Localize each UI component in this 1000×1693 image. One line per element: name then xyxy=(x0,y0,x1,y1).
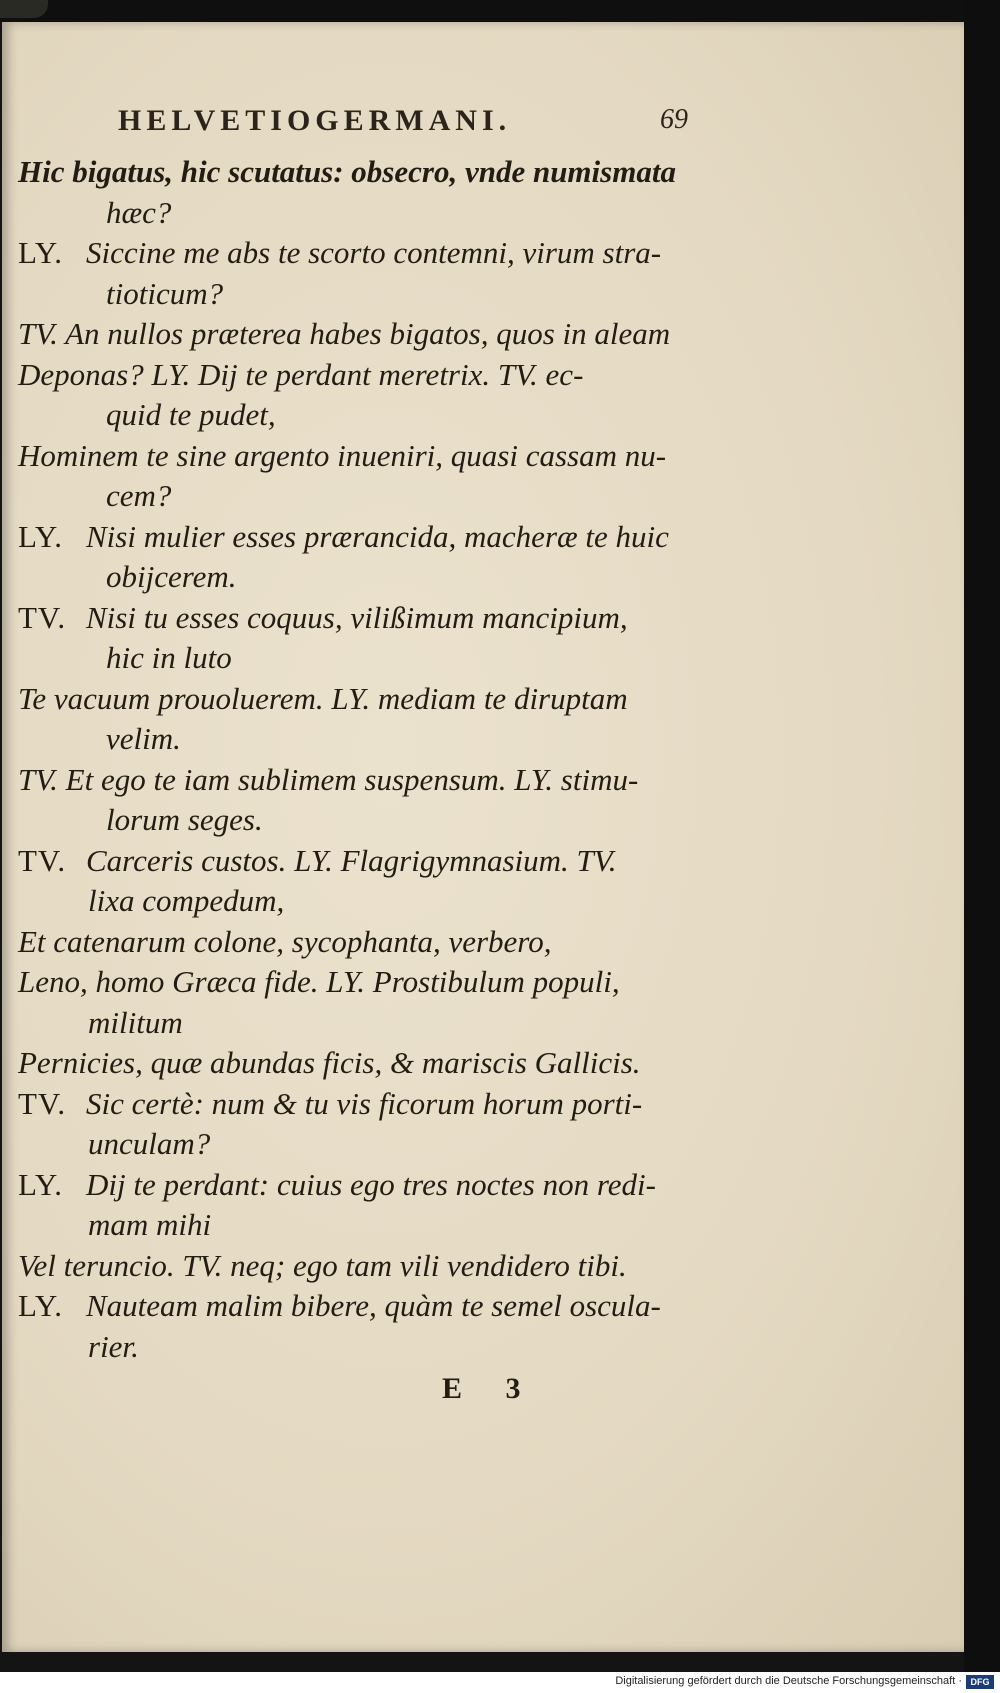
page-header xyxy=(118,104,688,144)
text-line xyxy=(18,152,678,193)
text-line xyxy=(18,881,678,922)
text-line xyxy=(18,274,678,315)
right-shadow xyxy=(964,0,1000,1693)
text-line xyxy=(18,1205,678,1246)
text-line xyxy=(18,841,678,882)
line-text: Carceris custos. LY. Flagrigymnasium. TV. xyxy=(86,842,617,878)
footer-bar xyxy=(0,1672,1000,1693)
speaker-label: LY. xyxy=(18,1166,63,1202)
text-line xyxy=(18,233,678,274)
text-line xyxy=(18,1003,678,1044)
line-text: cem? xyxy=(106,478,172,513)
line-text: hæc? xyxy=(106,194,172,230)
speaker-label: LY. xyxy=(18,1288,63,1323)
text-line xyxy=(18,1043,678,1084)
text-line xyxy=(18,1124,678,1165)
text-line xyxy=(18,962,678,1003)
line-text: unculam? xyxy=(88,1126,211,1161)
line-text: TV. An nullos præterea habes bigatos, quos in aleam xyxy=(18,316,671,351)
speaker-label: TV. xyxy=(18,842,67,878)
text-line xyxy=(18,1286,678,1327)
text-line xyxy=(18,476,678,517)
speaker-label: TV. xyxy=(18,599,67,635)
text-line xyxy=(18,760,678,801)
body-text xyxy=(18,152,678,1367)
text-line xyxy=(18,598,678,639)
text-line xyxy=(18,1165,678,1206)
line-text: mam mihi xyxy=(88,1207,212,1242)
signature-mark: E 3 xyxy=(442,1372,539,1405)
line-text: Vel teruncio. TV. neq; ego tam vili vendidero tibi. xyxy=(18,1247,627,1283)
line-text: Nisi tu esses coquus, vilißimum mancipium, xyxy=(86,599,628,635)
text-line xyxy=(18,679,678,720)
line-text: quid te pudet, xyxy=(106,397,276,432)
text-line xyxy=(18,922,678,963)
text-line xyxy=(18,395,678,436)
line-text: hic in luto xyxy=(106,640,232,675)
line-text: Et catenarum colone, sycophanta, verbero, xyxy=(18,923,552,959)
text-line xyxy=(18,800,678,841)
text-line xyxy=(18,314,678,355)
line-text: Hominem te sine argento inueniri, quasi cassam nu- xyxy=(18,437,667,473)
line-text: Dij te perdant: cuius ego tres noctes non redi- xyxy=(86,1166,656,1202)
line-text: Deponas? LY. Dij te perdant meretrix. TV. ec- xyxy=(18,356,584,392)
speaker-label: TV. xyxy=(18,1085,67,1121)
line-text: militum xyxy=(88,1004,183,1040)
line-text: Siccine me abs te scorto contemni, virum stra- xyxy=(86,235,662,270)
text-line xyxy=(18,355,678,396)
footer-credit: Digitalisierung gefördert durch die Deutsche Forschungsgemeinschaft · xyxy=(615,1675,962,1687)
line-text: TV. Et ego te iam sublimem suspensum. LY. stimu- xyxy=(18,761,639,797)
line-text: Leno, homo Græca fide. LY. Prostibulum populi, xyxy=(18,964,620,999)
line-text: rier. xyxy=(88,1328,139,1364)
text-line xyxy=(18,719,678,760)
text-line xyxy=(18,436,678,477)
line-text: Sic certè: num & tu vis ficorum horum porti- xyxy=(86,1085,643,1121)
line-text: Te vacuum prouoluerem. LY. mediam te diruptam xyxy=(18,680,628,716)
text-line xyxy=(18,557,678,598)
text-line xyxy=(18,1084,678,1125)
line-text: velim. xyxy=(106,721,181,756)
text-line xyxy=(18,517,678,558)
speaker-label: LY. xyxy=(18,235,63,270)
page-number: 69 xyxy=(660,104,688,135)
line-text: Pernicies, quæ abundas ficis, & mariscis Gallicis. xyxy=(18,1045,641,1080)
corner-mark xyxy=(0,0,48,18)
text-line xyxy=(18,638,678,679)
line-text: Nisi mulier esses prærancida, macheræ te huic xyxy=(86,518,669,554)
line-text: lixa compedum, xyxy=(88,883,285,918)
speaker-label: LY. xyxy=(18,518,63,554)
line-text: lorum seges. xyxy=(106,802,263,837)
text-line xyxy=(18,1327,678,1368)
text-line xyxy=(18,1246,678,1287)
top-edge xyxy=(0,0,1000,22)
line-text: tioticum? xyxy=(106,275,224,311)
running-head: HELVETIOGERMANI. xyxy=(118,104,512,137)
line-text: obijcerem. xyxy=(106,559,237,594)
line-text: Hic bigatus, hic scutatus: obsecro, vnde numismata xyxy=(18,154,676,189)
dfg-logo: DFG xyxy=(966,1675,994,1689)
text-line xyxy=(18,193,678,234)
line-text: Nauteam malim bibere, quàm te semel oscula- xyxy=(86,1288,661,1323)
